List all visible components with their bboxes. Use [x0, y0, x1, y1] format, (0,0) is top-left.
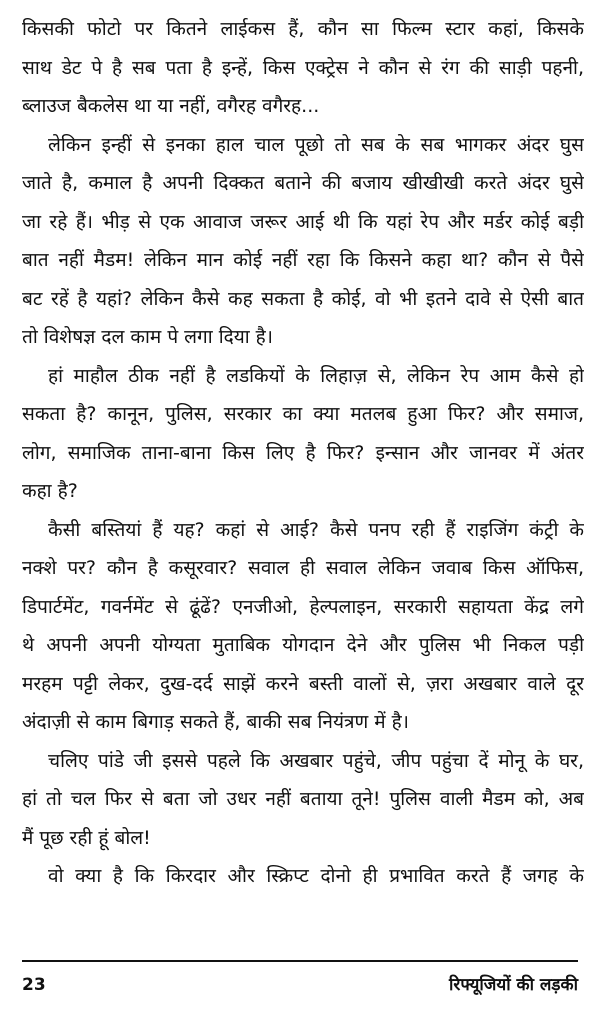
page-number: 23	[22, 975, 46, 995]
footer-divider	[22, 960, 578, 962]
text-line: हां तो चल फिर से बता जो उधर नहीं बताया तूने! पुलिस वाली मैडम को, अब	[22, 788, 584, 810]
running-title: रिफ्यूजियों की लड़की	[448, 975, 578, 995]
text-line: लोग, समाजिक ताना-बाना किस लिए है फिर? इन्सान और जानवर में अंतर	[22, 441, 584, 464]
text-line: हां माहौल ठीक नहीं है लडकियों के लिहाज़ से, लेकिन रेप आम कैसे हो	[48, 364, 584, 387]
body-text	[22, 10, 584, 896]
text-line: लेकिन इन्हीं से इनका हाल चाल पूछो तो सब के सब भागकर अंदर घुस	[48, 133, 584, 156]
text-line: साथ डेट पे है सब पता है इन्हें, किस एक्ट्रेस ने कौन से रंग की साड़ी पहनी,	[22, 56, 584, 79]
text-line: बट रहें है यहां? लेकिन कैसे कह सकता है कोई, वो भी इतने दावे से ऐसी बात	[22, 287, 584, 310]
text-line: जाते है, कमाल है अपनी दिक्कत बताने की बजाय खीखीखी करते अंदर घुसे	[22, 172, 584, 194]
text-line: सकता है? कानून, पुलिस, सरकार का क्या मतलब हुआ फिर? और समाज,	[22, 403, 584, 425]
paragraph-4	[22, 511, 584, 742]
text-line: चलिए पांडे जी इससे पहले कि अखबार पहुंचे, जीप पहुंचा दें मोनू के घर,	[48, 749, 584, 772]
paragraph-6	[22, 857, 584, 896]
text-line: बात नहीं मैडम! लेकिन मान कोई नहीं रहा कि किसने कहा था? कौन से पैसे	[22, 249, 584, 271]
paragraph-2	[22, 126, 584, 357]
text-line: वो क्या है कि किरदार और स्क्रिप्ट दोनो ही प्रभावित करते हैं जगह के	[48, 865, 584, 887]
text-line: अंदाज़ी से काम बिगाड़ सकते हैं, बाकी सब नियंत्रण में है।	[22, 711, 409, 733]
text-line: जा रहे हैं। भीड़ से एक आवाज जरूर आई थी कि यहां रेप और मर्डर कोई बड़ी	[22, 210, 584, 233]
text-line: किसकी फोटो पर कितने लाईकस हैं, कौन सा फिल्म स्टार कहां, किसके	[22, 18, 584, 40]
text-line: मरहम पट्टी लेकर, दुख-दर्द साझें करने बस्ती वालों से, ज़रा अखबार वाले दूर	[22, 672, 584, 695]
text-line: ब्लाउज बैकलेस था या नहीं, वगैरह वगैरह...	[22, 95, 320, 117]
text-line: मैं पूछ रही हूं बोल!	[22, 826, 151, 849]
text-line: थे अपनी अपनी योग्यता मुताबिक योगदान देने और पुलिस भी निकल पड़ी	[22, 634, 584, 656]
text-line: नक्शे पर? कौन है कसूरवार? सवाल ही सवाल लेकिन जवाब किस ऑफिस,	[22, 557, 584, 579]
paragraph-1	[22, 10, 584, 126]
text-line: कहा है?	[22, 480, 78, 502]
text-line: तो विशेषज्ञ दल काम पे लगा दिया है।	[22, 326, 273, 348]
text-line: कैसी बस्तियां हैं यह? कहां से आई? कैसे पनप रही हैं राइजिंग कंट्री के	[48, 518, 584, 541]
paragraph-5	[22, 742, 584, 858]
text-line: डिपार्टमेंट, गवर्नमेंट से ढूंढें? एनजीओ, हेल्पलाइन, सरकारी सहायता केंद्र लगे	[22, 595, 584, 618]
paragraph-3	[22, 357, 584, 511]
